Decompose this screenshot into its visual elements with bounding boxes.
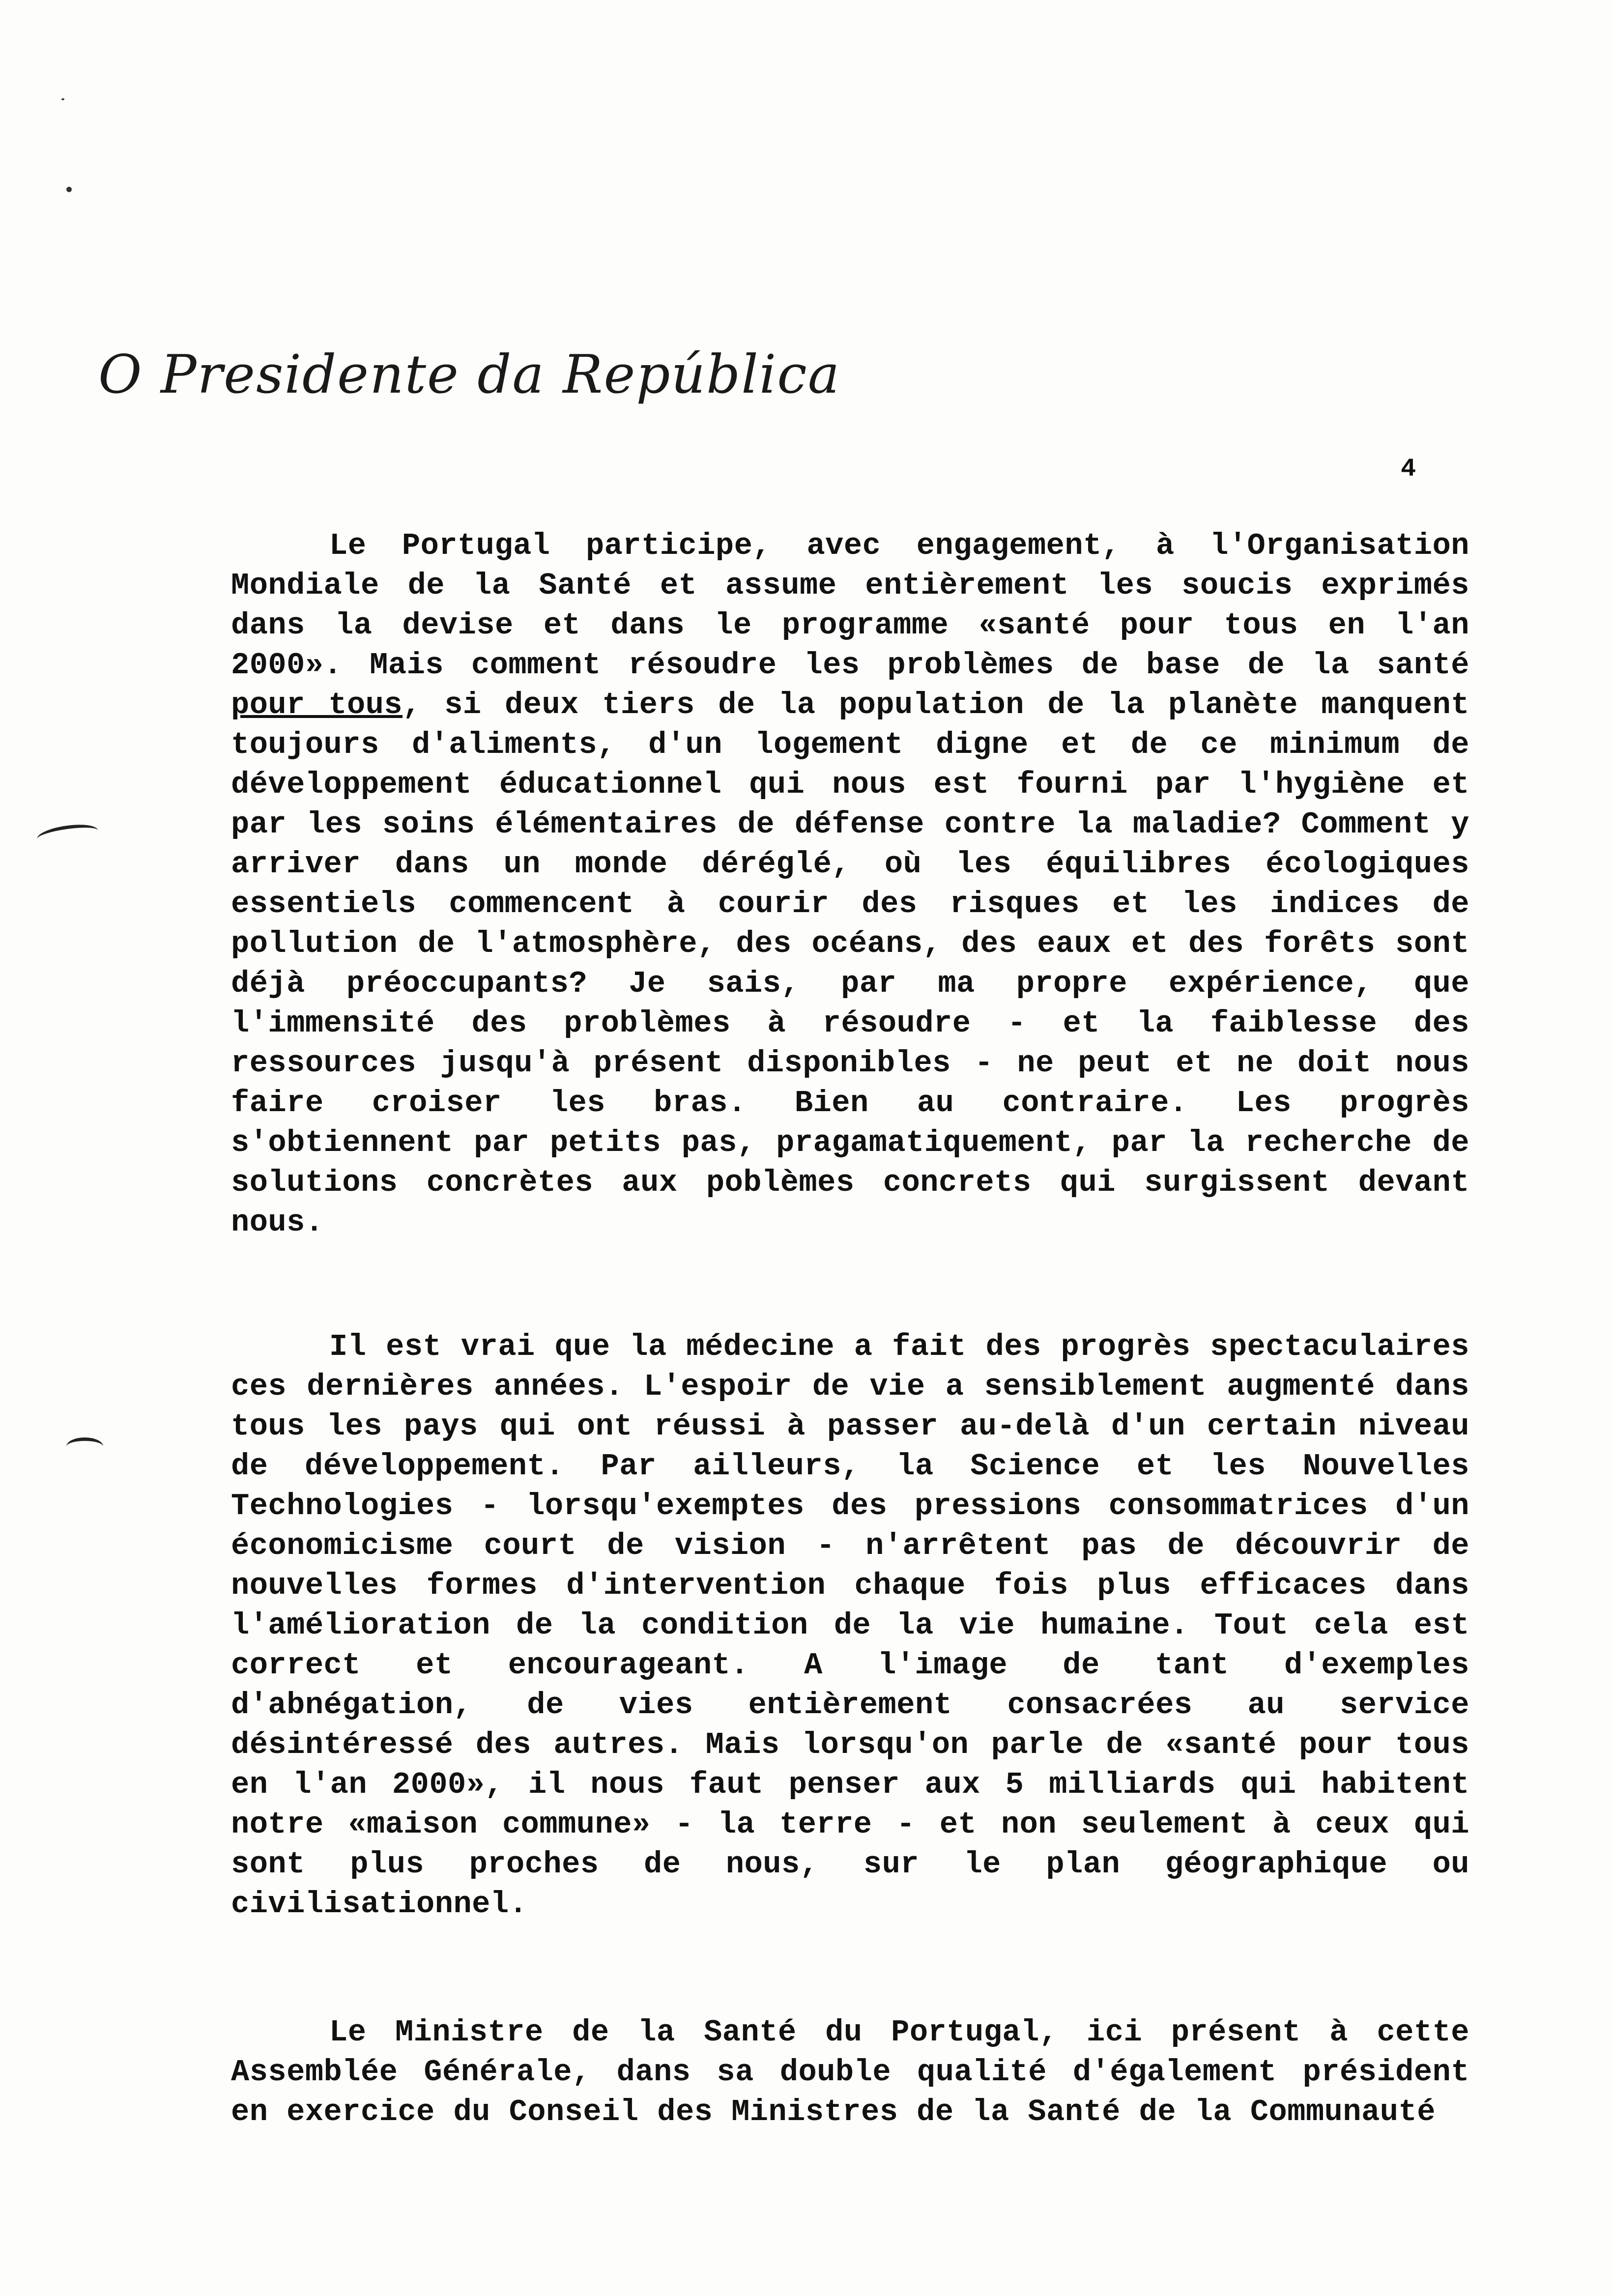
paragraph-text: , si deux tiers de la population de la planète manquent toujours d'aliments, d'un logement digne et de ce minimum de développement éducationnel qui nous est fourni par l'hygiène et par les soins élémentaires de défense contre la maladie? Comment y arriver dans un monde déréglé, où les équilibres écologiques essentiels commencent à courir des risques et les indices de pollution de l'atmosphère, des océans, des eaux et des forêts sont déjà préoccupants? Je sais, par ma propre expérience, que l'immensité des problèmes à résoudre - et la faiblesse des ressources jusqu'à présent disponibles - ne peut et ne doit nous faire croiser les bras. Bien au contraire. Les progrès s'obtiennent par petits pas, pragamatiquement, par la recherche de solutions concrètes aux poblèmes concrets qui surgissent devant nous. (231, 688, 1469, 1240)
margin-pen-mark (36, 821, 99, 848)
paragraph-text: Le Portugal participe, avec engagement, à l'Organisation Mondiale de la Santé et assume entièrement les soucis exprimés dans la devise et dans le programme «santé pour tous en l'an 2000». Mais comment résoudre les problèmes de base de la santé (231, 528, 1469, 683)
scan-speck (61, 98, 64, 100)
page-number: 4 (1401, 455, 1416, 484)
paragraph-2 (231, 1327, 1469, 1924)
scan-speck (66, 187, 72, 192)
paragraph-3 (231, 2012, 1469, 2132)
underlined-text: pour tous (231, 688, 403, 722)
letterhead: O Presidente da República (98, 344, 841, 405)
margin-pen-mark (66, 1437, 103, 1456)
paragraph-1 (231, 526, 1469, 1242)
paragraph-text: Il est vrai que la médecine a fait des progrès spectaculaires ces dernières années. L'espoir de vie a sensiblement augmenté dans tous les pays qui ont réussi à passer au-delà d'un certain niveau de développement. Par ailleurs, la Science et les Nouvelles Technologies - lorsqu'exemptes des pressions consommatrices d'un économicisme court de vision - n'arrêtent pas de découvrir de nouvelles formes d'intervention chaque fois plus efficaces dans l'amélioration de la condition de la vie humaine. Tout cela est correct et encourageant. A l'image de tant d'exemples d'abnégation, de vies entièrement consacrées au service désintéressé des autres. Mais lorsqu'on parle de «santé pour tous en l'an 2000», il nous faut penser aux 5 milliards qui habitent notre «maison commune» - la terre - et non seulement à ceux qui sont plus proches de nous, sur le plan géographique ou civilisationnel. (231, 1329, 1469, 1922)
paragraph-text: Le Ministre de la Santé du Portugal, ici présent à cette Assemblée Générale, dans sa double qualité d'également président en exercice du Conseil des Ministres de la Santé de la Communauté (231, 2015, 1469, 2129)
